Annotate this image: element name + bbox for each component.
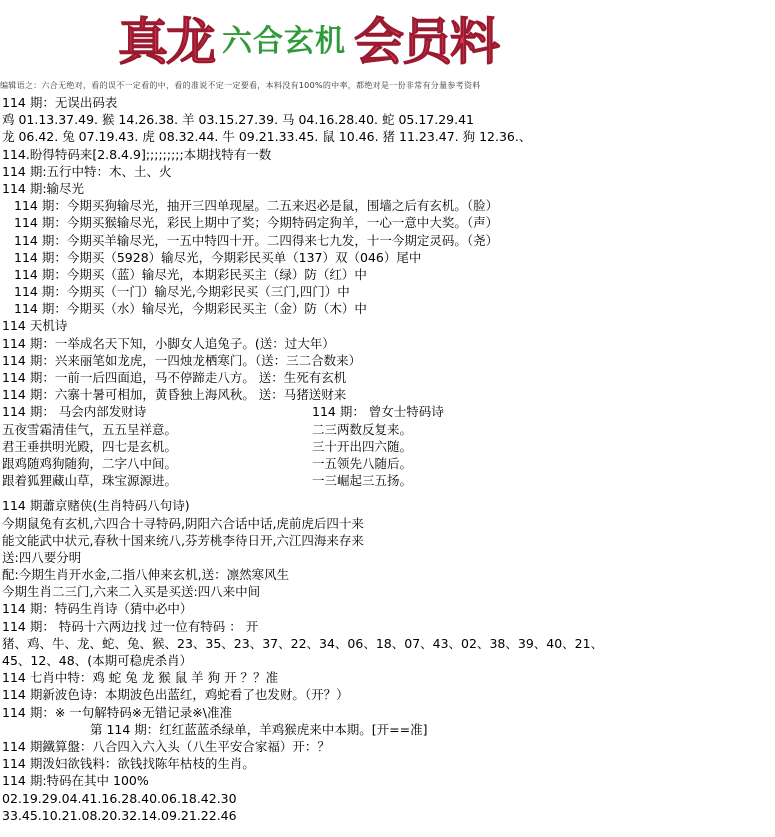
- text-line: 114 期：无误出码表: [2, 95, 118, 110]
- text-line: 114 期：今期买（水）输尽光，今期彩民买主（金）防（木）中: [14, 301, 367, 317]
- text-line: 33.45.10.21.08.20.32.14.09.21.22.46: [2, 807, 237, 823]
- text-line: 一五领先八随后。: [312, 455, 413, 471]
- text-line: 114 期：今期买猴输尽光，彩民上期中了奖；今期特码定狗羊，一心一意中大奖。（声）: [14, 215, 499, 231]
- text-line: 猪、鸡、牛、龙、蛇、兔、猴、23、35、23、37、22、34、06、18、07、43、02、38、39、40、21、: [2, 635, 604, 651]
- text-line: 114 期：※ 一句解特码※无错记录※\准准: [2, 704, 232, 720]
- text-line: 龙 06.42. 兔 07.19.43. 虎 08.32.44. 牛 09.21.33.45. 鼠 10.46. 猪 11.23.47. 狗 12.36.、: [2, 129, 532, 145]
- banner-title-part3: 会员料: [354, 12, 498, 71]
- text-line: 114 期： 马会内部发财诗: [2, 404, 147, 420]
- text-line: 45、12、48、(本期可稳虎杀肖）: [2, 653, 193, 668]
- two-column-poems: [2, 403, 773, 489]
- text-line: 114 期鐵算盤：八合四入六入头（八生平安合家福）开：？: [2, 738, 330, 754]
- text-line: 一三崛起三五扬。: [312, 473, 413, 489]
- text-line: 君王垂拱明光殿，四七是玄机。: [2, 438, 178, 454]
- right-poem: [312, 403, 444, 489]
- text-line: 114 期：今期买（一门）输尽光,今期彩民买（三门,四门）中: [14, 284, 350, 300]
- text-line: 今期鼠兔有玄机,六四合十寻特码,阴阳六合话中话,虎前虎后四十来: [2, 515, 364, 531]
- document-body: [2, 94, 773, 824]
- spacer: [2, 489, 773, 497]
- banner-title-part2: 六合玄机: [222, 24, 346, 59]
- text-line: 配:今期生肖开水金,二指八伸来玄机,送：凛然寒风生: [2, 567, 290, 583]
- text-line: 鸡 01.13.37.49. 猴 14.26.38. 羊 03.15.27.39. 马 04.16.28.40. 蛇 05.17.29.41: [2, 112, 474, 128]
- text-line: 114 期新波色诗：本期波色出蓝红，鸡蛇看了也发财。（开？）: [2, 687, 349, 703]
- text-line: 跟鸡随鸡狗随狗，二字八中间。: [2, 455, 178, 471]
- text-line: 二三两数反复来。: [312, 421, 413, 437]
- text-line: 02.19.29.04.41.16.28.40.06.18.42.30: [2, 790, 237, 806]
- text-line: 114 期:输尽光: [2, 180, 85, 196]
- text-line: 114 期：一前一后四面追，马不停蹄走八方。 送：生死有玄机: [2, 370, 347, 385]
- text-line: 114 期： 特码十六两边找 过一位有特码 ： 开: [2, 618, 259, 634]
- text-line: 114 期：特码生肖诗（猜中必中）: [2, 601, 193, 617]
- disclaimer-text: 编辑语之：六合无绝对，看的误不一定看的中，看的准说不定一定要看，本料没有100%的中率，都绝对是一份非常有分量参考资料: [0, 81, 481, 90]
- text-line: 114 期：兴来丽笔如龙虎，一四烛龙栖寒门。（送：三二合数来）: [2, 352, 362, 368]
- text-line: 114 期：六寨十暑可相加，黄昏独上海风秋。 送：马猪送财来: [2, 387, 347, 403]
- left-poem: [2, 403, 312, 489]
- text-line: 送:四八要分明: [2, 549, 82, 565]
- text-line: 五夜雪霜清佳气，五五呈祥意。: [2, 421, 178, 437]
- banner-title: [118, 6, 498, 70]
- banner: [0, 0, 775, 78]
- text-line: 114 期泼妇欲钱料：欲钱找陈年枯枝的生肖。: [2, 756, 255, 772]
- text-line: 今期生肖二三门,六来二入买是买送:四八来中间: [2, 584, 261, 600]
- text-line: 114 天机诗: [2, 318, 68, 334]
- banner-title-part1: 真龙: [118, 12, 214, 71]
- text-line: 跟着狐狸藏山草，珠宝源源进。: [2, 473, 178, 489]
- text-line: 114 七肖中特：鸡 蛇 兔 龙 猴 鼠 羊 狗 开 ？？准: [2, 670, 279, 686]
- text-line: 114 期：今期买羊输尽光，一五中特四十开。二四得来七九发，十一今期定灵码。（尧）: [14, 232, 499, 248]
- text-line: 114 期:特码在其中 100%: [2, 773, 149, 789]
- text-line: 三十开出四六随。: [312, 438, 413, 454]
- text-line: 114 期蕭京赌侠(生肖特码八句诗): [2, 498, 190, 514]
- text-line: 114.盼得特码来[2.8.4.9];;;;;;;;;本期找特有一数: [2, 146, 272, 162]
- text-line: 114 期：今期买（5928）输尽光，今期彩民买单（137）双（046）尾中: [14, 249, 422, 265]
- text-line: 114 期：今期买狗输尽光，抽开三四单现屋。二五来迟必是鼠，围墙之后有玄机。（脸）: [14, 198, 499, 214]
- centered-line: 第 114 期：红红蓝蓝杀绿单，羊鸡猴虎来中本期。[开==准]: [90, 721, 428, 737]
- text-line: 能文能武中状元,春秋十国来统八,芬芳桃李待日开,六江四海来存来: [2, 532, 364, 548]
- text-line: 114 期：今期买（蓝）输尽光，本期彩民买主（绿）防（红）中: [14, 266, 367, 282]
- text-line: 114 期:五行中特：木、土、火: [2, 163, 172, 179]
- text-line: 114 期：一举成名天下知，小脚女人追兔子。(送：过大年）: [2, 335, 335, 351]
- text-line: 114 期： 曾女士特码诗: [312, 404, 444, 420]
